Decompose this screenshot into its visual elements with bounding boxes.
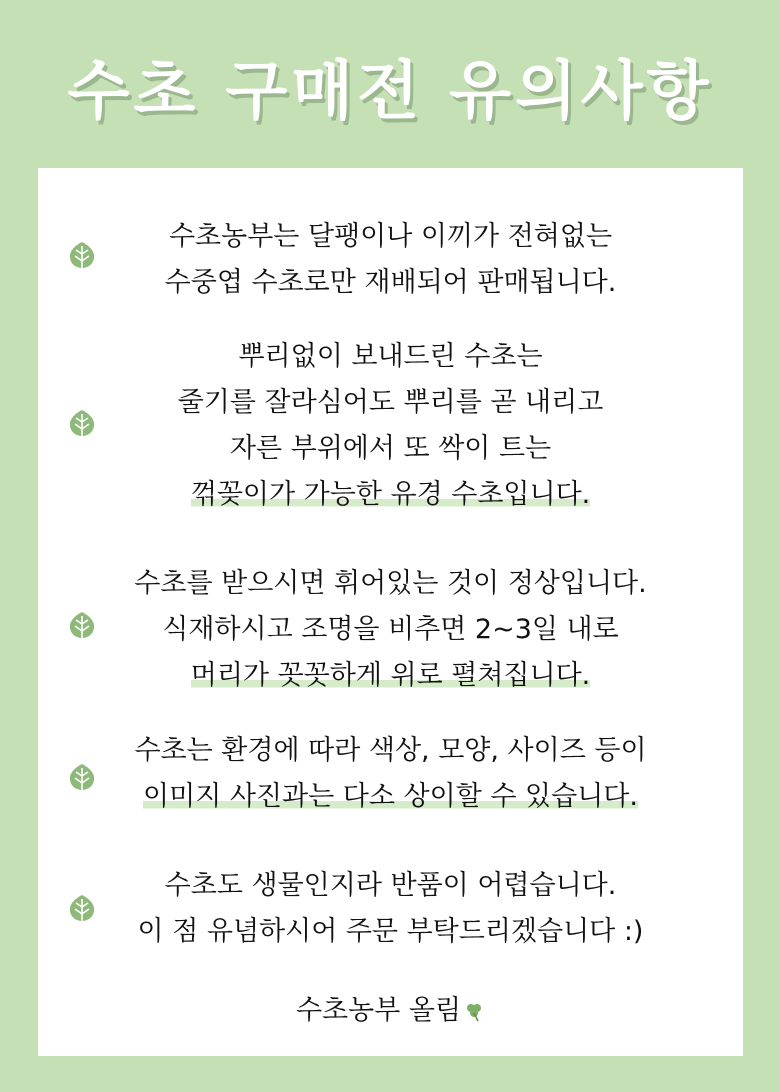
notice-card — [38, 168, 743, 1056]
notice-line: 자른 부위에서 또 싹이 트는 — [229, 433, 552, 464]
notice-line: 수초를 받으시면 휘어있는 것이 정상입니다. — [134, 568, 647, 599]
notice-line: 꺾꽂이가 가능한 유경 수초입니다. — [190, 479, 591, 510]
notice-2 — [38, 334, 743, 518]
notice-line: 수초농부는 달팽이나 이끼가 전혀없는 — [168, 221, 613, 252]
notice-line: 이미지 사진과는 다소 상이할 수 있습니다. — [143, 781, 638, 812]
notice-line: 머리가 꼿꼿하게 위로 펼쳐집니다. — [190, 660, 591, 691]
notice-5 — [38, 863, 743, 955]
signature — [38, 988, 743, 1034]
clover-icon — [463, 1001, 485, 1023]
notice-line: 수중엽 수초로만 재배되어 판매됩니다. — [164, 267, 617, 298]
notice-line: 뿌리없이 보내드린 수초는 — [238, 341, 543, 372]
page-title: 수초 구매전 유의사항 — [67, 55, 713, 129]
notice-line: 줄기를 잘라심어도 뿌리를 곧 내리고 — [177, 387, 604, 418]
signature-text: 수초농부 올림 — [295, 995, 462, 1026]
notice-line: 수초도 생물인지라 반품이 어렵습니다. — [164, 870, 617, 901]
notice-1 — [38, 214, 743, 306]
notice-line: 수초는 환경에 따라 색상, 모양, 사이즈 등이 — [134, 735, 647, 766]
notice-line: 식재하시고 조명을 비추면 2~3일 내로 — [162, 614, 619, 645]
notice-3 — [38, 561, 743, 699]
notice-4 — [38, 728, 743, 820]
notice-line: 이 점 유념하시어 주문 부탁드리겠습니다 :) — [137, 916, 644, 947]
